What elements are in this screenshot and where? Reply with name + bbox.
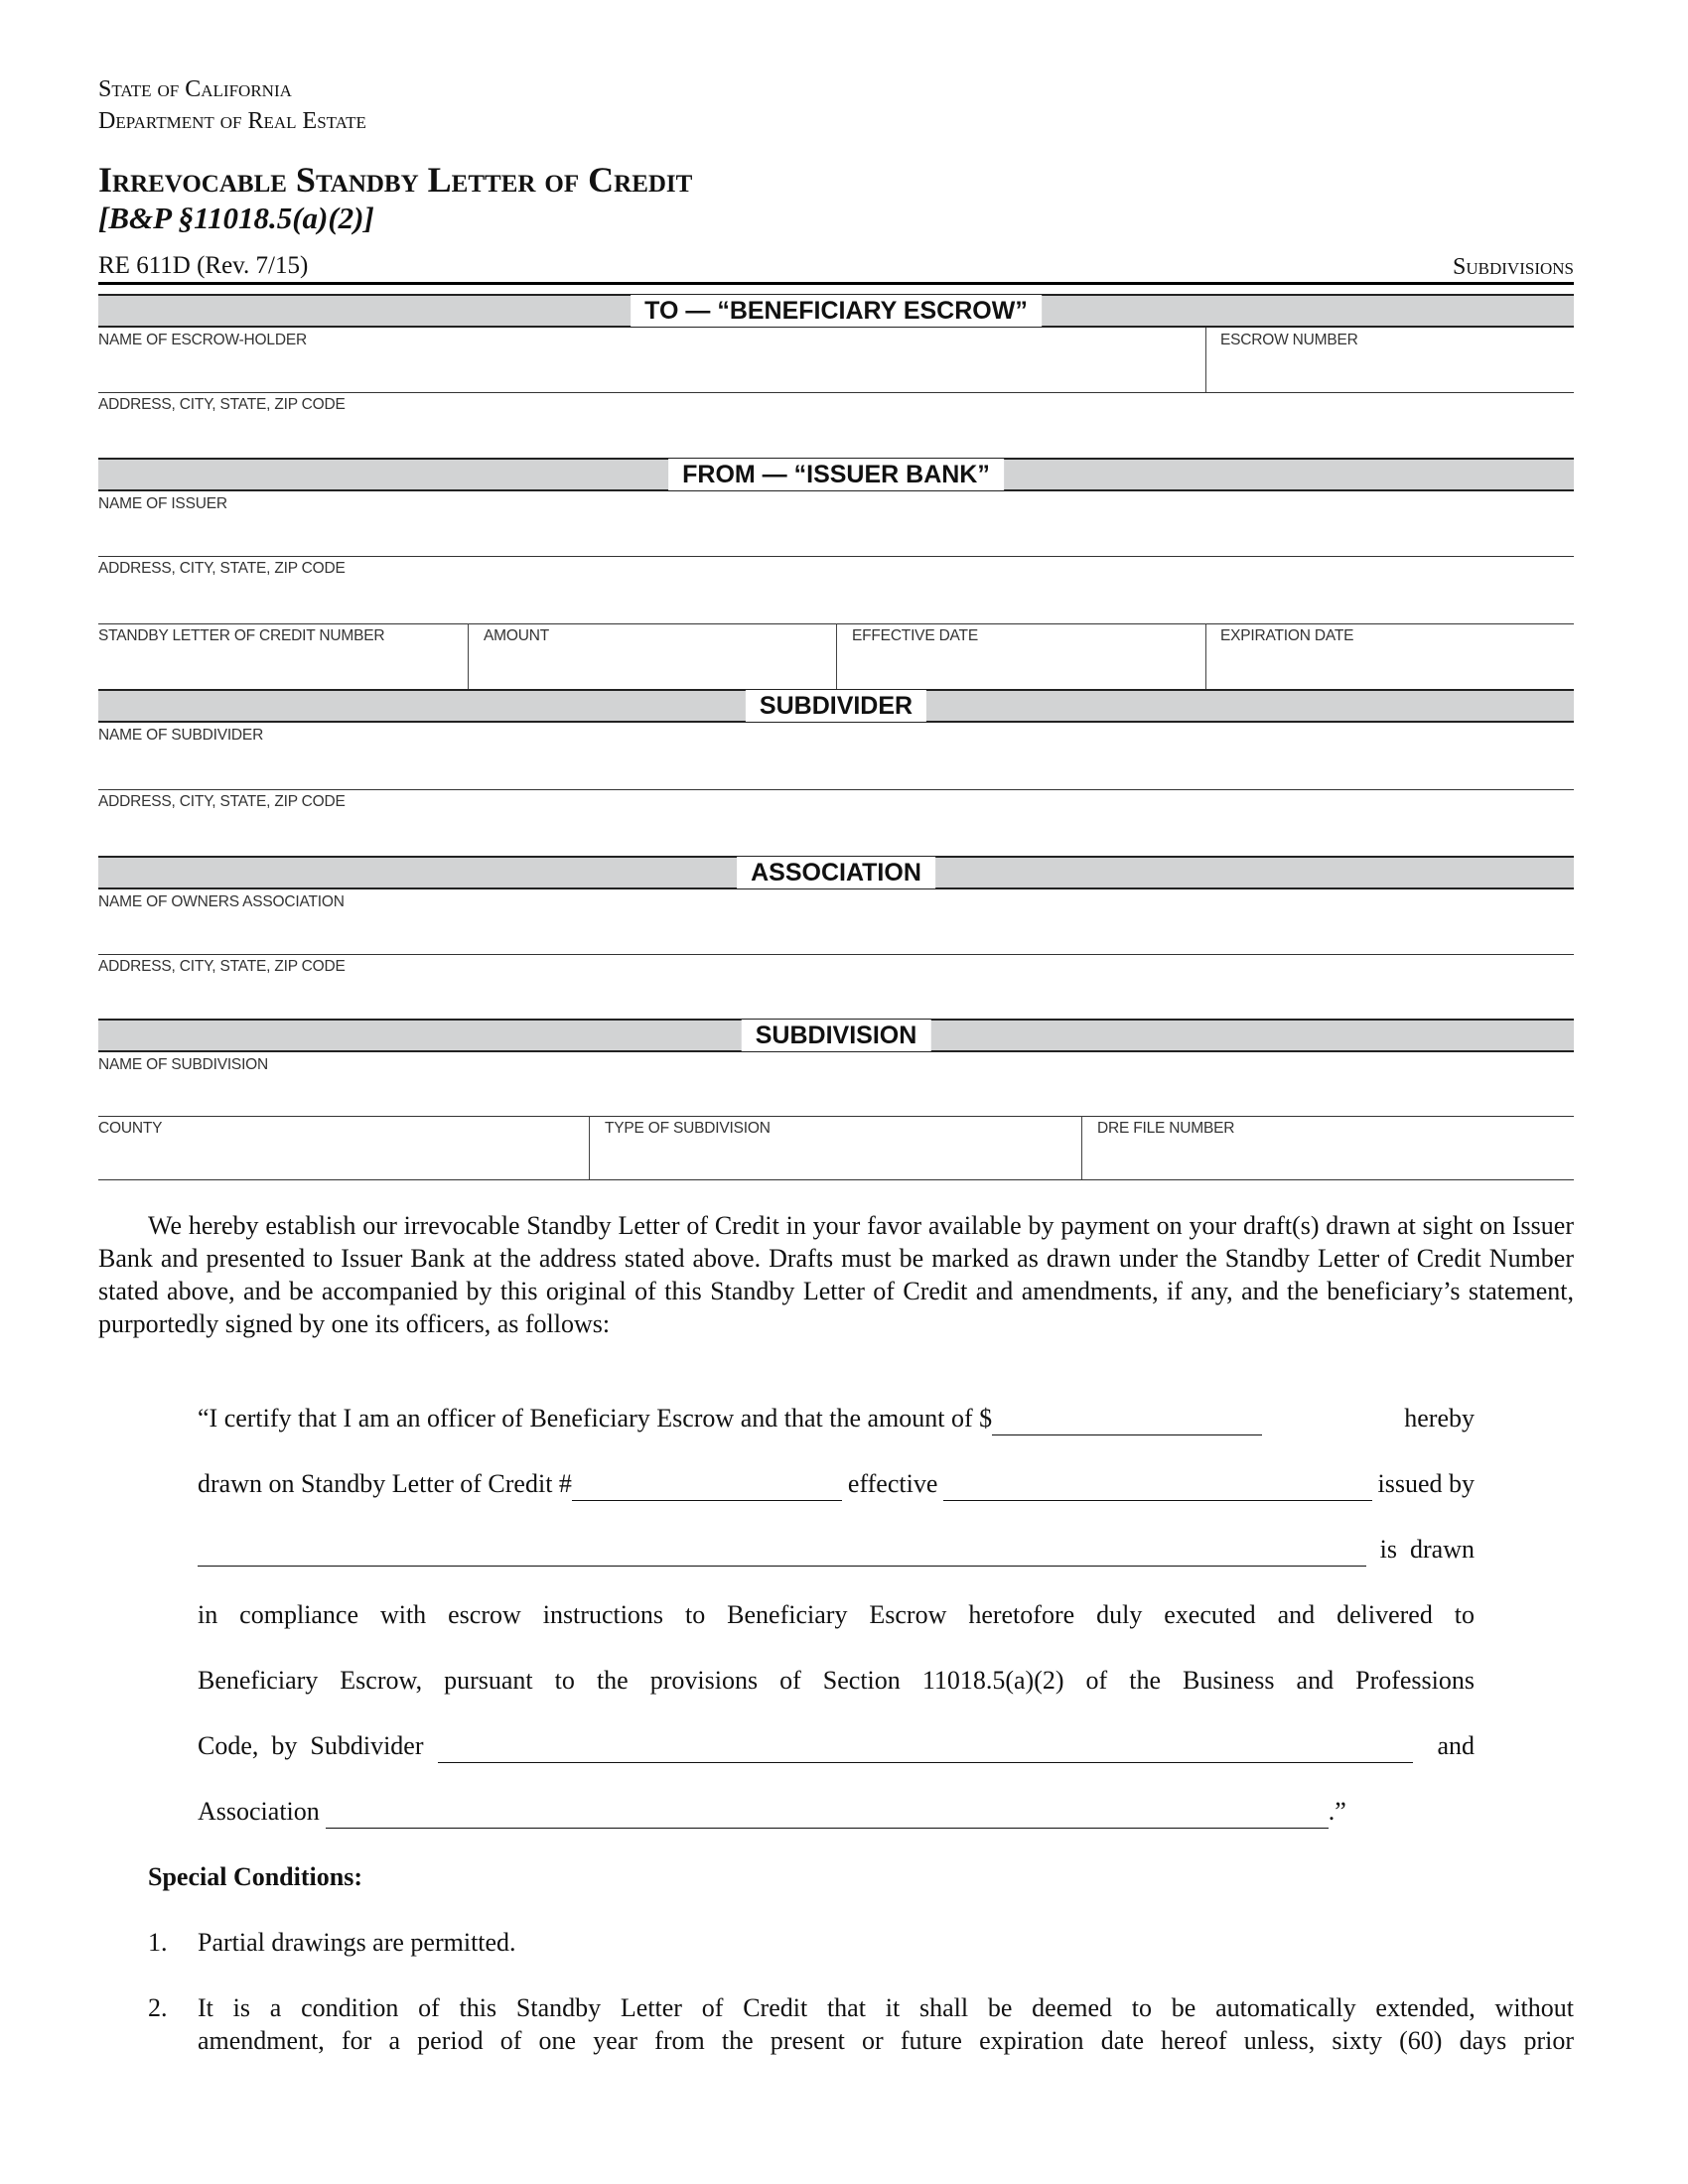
cert-text: in compliance with escrow instructions to Beneficiary Escrow heretofore duly executed and delivered to [198, 1600, 1475, 1629]
column-divider [1205, 328, 1206, 392]
condition-item-2 [148, 1991, 1574, 2057]
credit-number-field[interactable]: STANDBY LETTER OF CREDIT NUMBER [98, 627, 385, 644]
section-band-to [98, 294, 1574, 328]
section-band-subdivider [98, 689, 1574, 723]
field-divider [98, 556, 1574, 557]
section-heading-to: TO — “BENEFICIARY ESCROW” [631, 295, 1042, 327]
form-category: Subdivisions [1453, 254, 1574, 280]
certification-line-2 [198, 1467, 1475, 1501]
subdivider-address-field[interactable]: ADDRESS, CITY, STATE, ZIP CODE [98, 793, 346, 810]
issuer-address-field[interactable]: ADDRESS, CITY, STATE, ZIP CODE [98, 560, 346, 577]
county-field[interactable]: COUNTY [98, 1120, 163, 1137]
certification-line-7 [198, 1795, 1475, 1829]
header-rule [98, 282, 1574, 285]
certification-line-1 [198, 1402, 1475, 1435]
department-name: Department of Real Estate [98, 108, 366, 134]
amount-blank[interactable] [992, 1407, 1262, 1435]
cert-text: effective [847, 1469, 938, 1498]
association-name-field[interactable]: NAME OF OWNERS ASSOCIATION [98, 893, 345, 910]
effective-blank[interactable] [943, 1472, 1371, 1501]
section-heading-subdivision: SUBDIVISION [742, 1020, 931, 1051]
field-divider [98, 954, 1574, 955]
expiration-date-field[interactable]: EXPIRATION DATE [1220, 627, 1354, 644]
escrow-address-field[interactable]: ADDRESS, CITY, STATE, ZIP CODE [98, 396, 346, 413]
subdivision-type-field[interactable]: TYPE OF SUBDIVISION [605, 1120, 771, 1137]
cert-text: issued by [1377, 1469, 1475, 1498]
column-divider [836, 623, 837, 690]
cert-text: .” [1328, 1797, 1346, 1826]
column-divider [468, 623, 469, 690]
cert-text: hereby [1404, 1404, 1475, 1433]
item-number: 2. [148, 1993, 168, 2022]
section-band-from [98, 458, 1574, 491]
section-heading-subdivider: SUBDIVIDER [746, 690, 926, 722]
cert-text: “I certify that I am an officer of Beneficiary Escrow and that the amount of $ [198, 1404, 993, 1433]
field-divider [98, 789, 1574, 790]
section-band-association [98, 856, 1574, 889]
statute-citation: [B&P §11018.5(a)(2)] [98, 201, 374, 235]
section-band-subdivision [98, 1019, 1574, 1052]
item-text: Partial drawings are permitted. [198, 1928, 516, 1957]
credit-number-blank[interactable] [572, 1472, 842, 1501]
section-heading-from: FROM — “ISSUER BANK” [668, 459, 1004, 490]
certification-line-6 [198, 1729, 1475, 1763]
column-divider [1081, 1116, 1082, 1179]
cert-text: Code, by Subdivider [198, 1731, 424, 1760]
subdivider-name-field[interactable]: NAME OF SUBDIVIDER [98, 727, 264, 744]
escrow-holder-name-field[interactable]: NAME OF ESCROW-HOLDER [98, 332, 307, 348]
amount-field[interactable]: AMOUNT [484, 627, 549, 644]
association-blank[interactable] [326, 1800, 1329, 1829]
dre-file-number-field[interactable]: DRE FILE NUMBER [1097, 1120, 1235, 1137]
form-number: RE 611D (Rev. 7/15) [98, 252, 309, 279]
subdivider-blank[interactable] [438, 1734, 1414, 1763]
issuer-name-field[interactable]: NAME OF ISSUER [98, 495, 227, 512]
state-name: State of California [98, 76, 292, 102]
certification-line-4 [198, 1598, 1475, 1632]
association-address-field[interactable]: ADDRESS, CITY, STATE, ZIP CODE [98, 958, 346, 975]
effective-date-field[interactable]: EFFECTIVE DATE [852, 627, 978, 644]
cert-text: Beneficiary Escrow, pursuant to the provisions of Section 11018.5(a)(2) of the Business and Professions [198, 1666, 1475, 1695]
cert-text: is drawn [1379, 1535, 1475, 1564]
special-conditions-heading: Special Conditions: [148, 1862, 362, 1891]
issuer-blank[interactable] [198, 1538, 1366, 1567]
certification-line-3 [198, 1533, 1475, 1567]
section-heading-association: ASSOCIATION [737, 857, 935, 888]
field-divider [98, 1179, 1574, 1180]
condition-item-1 [148, 1926, 1574, 1959]
column-divider [1205, 623, 1206, 690]
item-number: 1. [148, 1928, 168, 1957]
item-text: amendment, for a period of one year from the present or future expiration date hereof unless, sixty (60) days prior [198, 2026, 1574, 2055]
certification-line-5 [198, 1664, 1475, 1698]
column-divider [589, 1116, 590, 1179]
cert-text: drawn on Standby Letter of Credit # [198, 1469, 572, 1498]
body-paragraph: We hereby establish our irrevocable Standby Letter of Credit in your favor available by payment on your draft(s) drawn at sight on Issuer Bank and presented to Issuer Bank at the address stated above. Drafts must be marked as drawn under the Standby Letter of Credit Number stated above, and be accompanied by this original of this Standby Letter of Credit and amendments, if any, and the beneficiary’s statement, purportedly signed by one its officers, as follows: [98, 1211, 1574, 1338]
cert-text: and [1437, 1731, 1475, 1760]
subdivision-name-field[interactable]: NAME OF SUBDIVISION [98, 1056, 269, 1073]
form-title: Irrevocable Standby Letter of Credit [98, 160, 693, 200]
cert-text: Association [198, 1797, 320, 1826]
escrow-number-field[interactable]: ESCROW NUMBER [1220, 332, 1358, 348]
item-text: It is a condition of this Standby Letter of Credit that it shall be deemed to be automatically extended, without [198, 1993, 1574, 2022]
field-divider [98, 392, 1574, 393]
field-divider [98, 1116, 1574, 1117]
